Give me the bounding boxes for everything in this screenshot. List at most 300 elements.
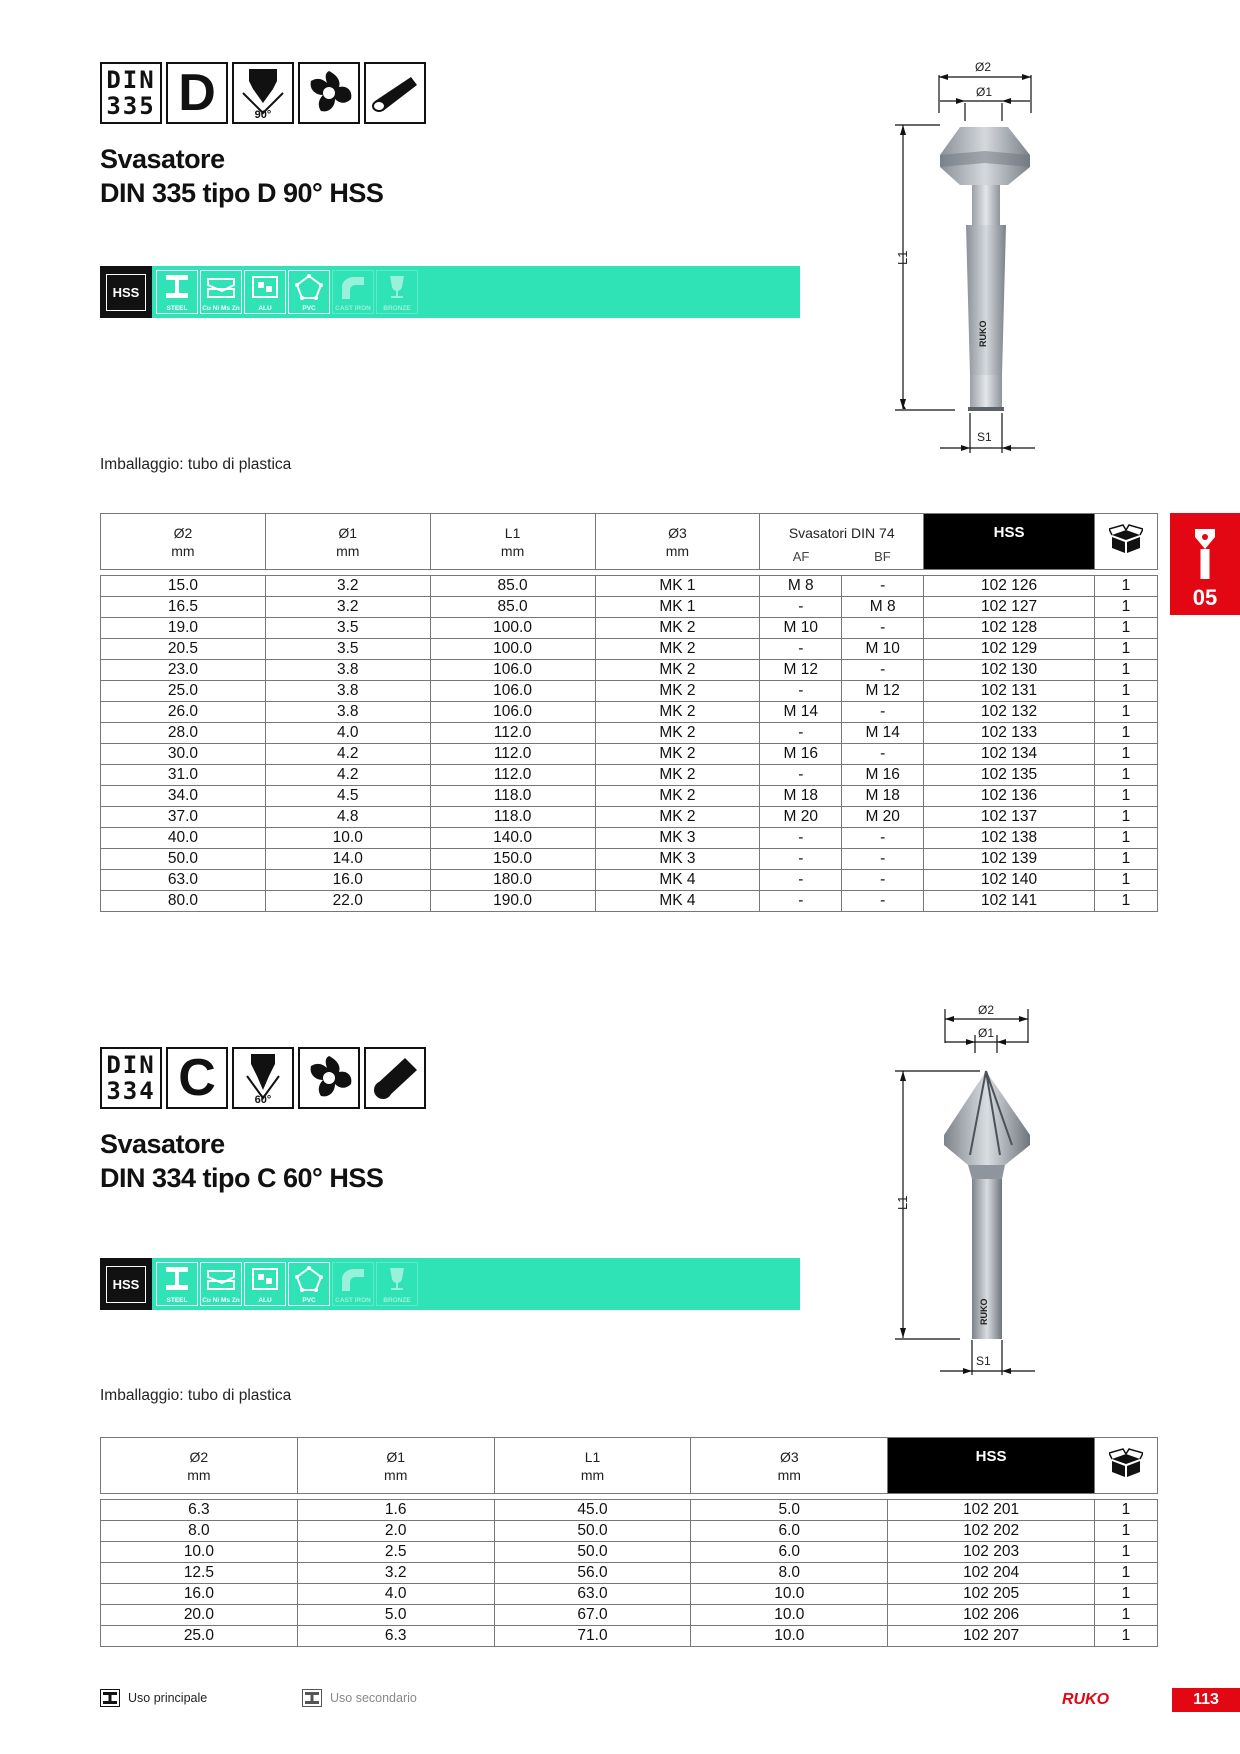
table-cell: 16.0	[265, 870, 430, 891]
table-cell: 100.0	[430, 639, 595, 660]
table-row	[101, 723, 1158, 744]
material-pvc	[288, 1262, 330, 1306]
col-header-l1: L1 mm	[494, 1438, 691, 1494]
material-label: Cu Ni Ms Zn	[202, 1297, 240, 1304]
table-cell: 4.8	[265, 807, 430, 828]
table-cell: 102 139	[924, 849, 1095, 870]
table-cell: -	[842, 576, 924, 597]
table-cell: 3.2	[265, 597, 430, 618]
table-cell: M 12	[842, 681, 924, 702]
table-cell: 10.0	[691, 1584, 888, 1605]
page-footer	[0, 1683, 1240, 1713]
table-cell: 1	[1094, 891, 1157, 912]
table-cell: 12.5	[101, 1563, 298, 1584]
table-cell: 80.0	[101, 891, 266, 912]
table-cell: -	[842, 660, 924, 681]
table-cell: 4.2	[265, 765, 430, 786]
col-header-package	[1094, 1438, 1157, 1494]
table-cell: 1	[1094, 681, 1157, 702]
table-cell: 102 133	[924, 723, 1095, 744]
table-cell: 102 140	[924, 870, 1095, 891]
dim-l1-label: L1	[895, 250, 910, 265]
tool-drawing-din335	[890, 55, 1050, 465]
angle-label: 90°	[254, 109, 272, 121]
material-alu	[244, 1262, 286, 1306]
table-cell: 67.0	[494, 1605, 691, 1626]
three-flute-icon	[298, 62, 360, 124]
table-cell: 112.0	[430, 723, 595, 744]
table-cell: MK 2	[595, 639, 760, 660]
title-line-2: DIN 334 tipo C 60° HSS	[100, 1163, 384, 1193]
table-cell: -	[842, 891, 924, 912]
table-cell: M 8	[842, 597, 924, 618]
col-header-hss: HSS	[888, 1438, 1095, 1494]
table-cell: 102 204	[888, 1563, 1095, 1584]
table-cell: -	[842, 870, 924, 891]
table-cell: 50.0	[494, 1521, 691, 1542]
steel-beam-icon	[162, 273, 192, 301]
tool-brand-label: RUKO	[978, 320, 988, 347]
material-suitability-bar	[100, 1258, 800, 1310]
table-cell: 63.0	[494, 1584, 691, 1605]
table-cell: 16.5	[101, 597, 266, 618]
legend-primary-use	[100, 1689, 207, 1707]
table-cell: 1	[1094, 1500, 1157, 1521]
table-cell: 50.0	[494, 1542, 691, 1563]
steel-beam-icon	[100, 1689, 120, 1707]
table-cell: -	[842, 702, 924, 723]
table-cell: MK 2	[595, 807, 760, 828]
table-row	[101, 1584, 1158, 1605]
table-cell: M 16	[842, 765, 924, 786]
material-label: PVC	[302, 1297, 316, 1304]
table-cell: -	[760, 723, 842, 744]
table-cell: M 18	[760, 786, 842, 807]
bronze-cup-icon	[382, 1265, 412, 1293]
table-row	[101, 765, 1158, 786]
table-row	[101, 891, 1158, 912]
table-cell: 102 138	[924, 828, 1095, 849]
table-row	[101, 681, 1158, 702]
steel-beam-icon	[302, 1689, 322, 1707]
table-row	[101, 870, 1158, 891]
table-row	[101, 1500, 1158, 1521]
tool-brand-label: RUKO	[979, 1298, 989, 1325]
table-cell: 1	[1094, 723, 1157, 744]
table-row	[101, 576, 1158, 597]
table-cell: 16.0	[101, 1584, 298, 1605]
table-cell: 34.0	[101, 786, 266, 807]
table-cell: 8.0	[101, 1521, 298, 1542]
table-cell: 102 206	[888, 1605, 1095, 1626]
table-row	[101, 660, 1158, 681]
table-cell: 71.0	[494, 1626, 691, 1647]
din-number: 334	[106, 1077, 156, 1105]
hss-badge	[100, 1258, 152, 1310]
table-cell: 1	[1094, 1584, 1157, 1605]
table-cell: 1	[1094, 639, 1157, 660]
table-cell: 102 130	[924, 660, 1095, 681]
title-line-2: DIN 335 tipo D 90° HSS	[100, 178, 384, 208]
table-cell: 14.0	[265, 849, 430, 870]
table-cell: 37.0	[101, 807, 266, 828]
table-cell: MK 1	[595, 597, 760, 618]
table-cell: 3.8	[265, 660, 430, 681]
table-cell: 106.0	[430, 660, 595, 681]
table-cell: 26.0	[101, 702, 266, 723]
col-header-bf: BF	[874, 549, 891, 564]
table-cell: MK 4	[595, 891, 760, 912]
table-row	[101, 618, 1158, 639]
pvc-icon	[294, 273, 324, 301]
countersink-angle-icon	[232, 62, 294, 124]
table-cell: 63.0	[101, 870, 266, 891]
table-cell: 1	[1094, 765, 1157, 786]
table-cell: 102 129	[924, 639, 1095, 660]
nonferrous-icon	[206, 1265, 236, 1293]
din-norm-badge	[100, 1047, 162, 1109]
material-label: ALU	[258, 1297, 272, 1304]
table-cell: M 14	[842, 723, 924, 744]
table-cell: 40.0	[101, 828, 266, 849]
table-cell: 6.0	[691, 1542, 888, 1563]
col-header-hss: HSS	[924, 514, 1095, 570]
table-cell: MK 2	[595, 786, 760, 807]
table-cell: M 14	[760, 702, 842, 723]
table-cell: 1	[1094, 1521, 1157, 1542]
hss-label: HSS	[106, 274, 147, 311]
table-cell: 85.0	[430, 597, 595, 618]
table-cell: MK 2	[595, 681, 760, 702]
material-cu-ni-ms-zn	[200, 1262, 242, 1306]
aluminium-profile-icon	[250, 1265, 280, 1293]
table-cell: 10.0	[265, 828, 430, 849]
table-cell: M 10	[842, 639, 924, 660]
table-cell: 3.2	[265, 576, 430, 597]
table-row	[101, 849, 1158, 870]
hss-label: HSS	[106, 1266, 147, 1303]
table-cell: 23.0	[101, 660, 266, 681]
table-cell: 100.0	[430, 618, 595, 639]
table-cell: 1	[1094, 807, 1157, 828]
table-row	[101, 702, 1158, 723]
material-label: CAST IRON	[335, 1297, 371, 1304]
spec-table-din335	[100, 513, 1158, 912]
table-cell: 19.0	[101, 618, 266, 639]
tool-drawing-din334	[890, 995, 1050, 1395]
dim-d1-label: Ø1	[976, 85, 993, 99]
col-header-din74: Svasatori DIN 74 AF BF	[760, 514, 924, 570]
material-bronze	[376, 270, 418, 314]
material-alu	[244, 270, 286, 314]
table-cell: 25.0	[101, 681, 266, 702]
table-cell: -	[760, 681, 842, 702]
nonferrous-icon	[206, 273, 236, 301]
table-cell: 3.5	[265, 618, 430, 639]
table-cell: -	[842, 618, 924, 639]
table-cell: 1	[1094, 1542, 1157, 1563]
table-cell: M 20	[842, 807, 924, 828]
table-cell: 102 135	[924, 765, 1095, 786]
table-cell: 5.0	[297, 1605, 494, 1626]
material-label: BRONZE	[383, 305, 411, 312]
spec-icon-row	[100, 1047, 426, 1109]
table-cell: 112.0	[430, 744, 595, 765]
table-cell: 190.0	[430, 891, 595, 912]
table-cell: -	[760, 891, 842, 912]
table-cell: 1	[1094, 1605, 1157, 1626]
table-cell: MK 3	[595, 849, 760, 870]
table-cell: 85.0	[430, 576, 595, 597]
type-letter: D	[178, 64, 216, 122]
table-cell: 102 202	[888, 1521, 1095, 1542]
three-flute-icon	[298, 1047, 360, 1109]
table-cell: -	[842, 849, 924, 870]
table-cell: 45.0	[494, 1500, 691, 1521]
table-cell: 3.8	[265, 702, 430, 723]
table-cell: 6.3	[297, 1626, 494, 1647]
table-cell: 102 141	[924, 891, 1095, 912]
material-label: ALU	[258, 305, 272, 312]
table-cell: -	[760, 765, 842, 786]
table-cell: 102 134	[924, 744, 1095, 765]
material-suitability-bar	[100, 266, 800, 318]
din-label: DIN	[106, 66, 156, 94]
table-cell: 6.3	[101, 1500, 298, 1521]
table-cell: 118.0	[430, 786, 595, 807]
dim-s1-label: S1	[977, 430, 992, 444]
table-cell: 3.5	[265, 639, 430, 660]
table-cell: MK 2	[595, 765, 760, 786]
table-cell: 1	[1094, 870, 1157, 891]
table-cell: 1	[1094, 786, 1157, 807]
material-label: Cu Ni Ms Zn	[202, 305, 240, 312]
col-header-af: AF	[792, 549, 810, 564]
pvc-icon	[294, 1265, 324, 1293]
material-label: BRONZE	[383, 1297, 411, 1304]
material-cu-ni-ms-zn	[200, 270, 242, 314]
table-cell: 102 127	[924, 597, 1095, 618]
primary-use-label: Uso principale	[128, 1691, 208, 1705]
col-header-d3: Ø3 mm	[595, 514, 760, 570]
cylindrical-shank-icon	[364, 1047, 426, 1109]
dim-d2-label: Ø2	[978, 1003, 995, 1017]
table-cell: 10.0	[101, 1542, 298, 1563]
table-cell: 3.8	[265, 681, 430, 702]
table-cell: 150.0	[430, 849, 595, 870]
dim-d1-label: Ø1	[978, 1026, 995, 1040]
table-cell: MK 3	[595, 828, 760, 849]
table-cell: 102 128	[924, 618, 1095, 639]
table-cell: 3.2	[297, 1563, 494, 1584]
table-row	[101, 807, 1158, 828]
col-header-d2: Ø2 mm	[101, 514, 266, 570]
table-row	[101, 744, 1158, 765]
table-cell: 180.0	[430, 870, 595, 891]
table-row	[101, 1626, 1158, 1647]
table-cell: 50.0	[101, 849, 266, 870]
table-cell: MK 2	[595, 702, 760, 723]
table-cell: 1	[1094, 828, 1157, 849]
table-cell: 1.6	[297, 1500, 494, 1521]
table-cell: 102 132	[924, 702, 1095, 723]
table-cell: 56.0	[494, 1563, 691, 1584]
material-label: PVC	[302, 305, 316, 312]
type-letter-badge	[166, 1047, 228, 1109]
type-letter-badge	[166, 62, 228, 124]
col-header-d2: Ø2 mm	[101, 1438, 298, 1494]
table-cell: 102 137	[924, 807, 1095, 828]
table-cell: 5.0	[691, 1500, 888, 1521]
spec-icon-row	[100, 62, 426, 124]
table-row	[101, 1542, 1158, 1563]
table-cell: 1	[1094, 597, 1157, 618]
table-cell: 1	[1094, 660, 1157, 681]
page-number: 113	[1172, 1688, 1240, 1712]
table-cell: M 8	[760, 576, 842, 597]
table-cell: 1	[1094, 1626, 1157, 1647]
table-cell: 6.0	[691, 1521, 888, 1542]
table-cell: 15.0	[101, 576, 266, 597]
table-cell: 102 136	[924, 786, 1095, 807]
spec-table-din334	[100, 1437, 1158, 1647]
material-cast-iron	[332, 270, 374, 314]
steel-beam-icon	[162, 1265, 192, 1293]
table-cell: -	[760, 870, 842, 891]
din-norm-badge	[100, 62, 162, 124]
legend-secondary-use	[302, 1689, 417, 1707]
table-row	[101, 639, 1158, 660]
dim-s1-label: S1	[976, 1354, 991, 1368]
table-cell: -	[760, 639, 842, 660]
table-cell: 10.0	[691, 1626, 888, 1647]
table-cell: -	[760, 597, 842, 618]
table-cell: M 16	[760, 744, 842, 765]
dim-l1-label: L1	[895, 1195, 910, 1210]
material-list	[156, 1262, 418, 1306]
chapter-number: 05	[1192, 585, 1218, 610]
table-cell: 118.0	[430, 807, 595, 828]
table-cell: 1	[1094, 744, 1157, 765]
countersink-angle-icon	[232, 1047, 294, 1109]
table-row	[101, 786, 1158, 807]
table-cell: MK 1	[595, 576, 760, 597]
morse-taper-shank-icon	[364, 62, 426, 124]
table-cell: 102 207	[888, 1626, 1095, 1647]
material-label: STEEL	[166, 305, 188, 312]
table-cell: 1	[1094, 1563, 1157, 1584]
table-cell: MK 2	[595, 618, 760, 639]
hss-badge	[100, 266, 152, 318]
table-cell: 20.5	[101, 639, 266, 660]
table-cell: 140.0	[430, 828, 595, 849]
secondary-use-label: Uso secondario	[330, 1691, 417, 1705]
table-row	[101, 1563, 1158, 1584]
type-letter: C	[178, 1049, 216, 1107]
cast-iron-pipe-icon	[338, 1265, 368, 1293]
table-cell: 106.0	[430, 681, 595, 702]
package-box-icon	[1109, 1448, 1143, 1478]
material-label: CAST IRON	[335, 305, 371, 312]
packaging-note: Imballaggio: tubo di plastica	[100, 456, 292, 473]
table-cell: 1	[1094, 849, 1157, 870]
bronze-cup-icon	[382, 273, 412, 301]
table-cell: 25.0	[101, 1626, 298, 1647]
table-cell: 102 201	[888, 1500, 1095, 1521]
product-title	[100, 142, 383, 210]
table-cell: 102 205	[888, 1584, 1095, 1605]
table-cell: 20.0	[101, 1605, 298, 1626]
table-cell: 102 203	[888, 1542, 1095, 1563]
table-cell: 112.0	[430, 765, 595, 786]
title-line-1: Svasatore	[100, 1129, 225, 1159]
material-bronze	[376, 1262, 418, 1306]
table-cell: 4.2	[265, 744, 430, 765]
table-cell: -	[842, 744, 924, 765]
table-cell: M 10	[760, 618, 842, 639]
table-cell: M 12	[760, 660, 842, 681]
table-cell: M 18	[842, 786, 924, 807]
table-cell: MK 4	[595, 870, 760, 891]
table-cell: MK 2	[595, 660, 760, 681]
table-cell: 2.5	[297, 1542, 494, 1563]
table-cell: 102 126	[924, 576, 1095, 597]
table-row	[101, 1605, 1158, 1626]
col-header-d3: Ø3 mm	[691, 1438, 888, 1494]
material-label: STEEL	[166, 1297, 188, 1304]
table-cell: 1	[1094, 576, 1157, 597]
table-cell: 102 131	[924, 681, 1095, 702]
material-cast-iron	[332, 1262, 374, 1306]
table-cell: 1	[1094, 702, 1157, 723]
table-cell: 4.5	[265, 786, 430, 807]
din-number: 335	[106, 92, 156, 120]
table-row	[101, 1521, 1158, 1542]
aluminium-profile-icon	[250, 273, 280, 301]
title-line-1: Svasatore	[100, 144, 225, 174]
dim-d2-label: Ø2	[975, 60, 992, 74]
col-header-d1: Ø1 mm	[297, 1438, 494, 1494]
table-cell: -	[760, 849, 842, 870]
table-cell: 31.0	[101, 765, 266, 786]
table-cell: 1	[1094, 618, 1157, 639]
material-pvc	[288, 270, 330, 314]
table-cell: 30.0	[101, 744, 266, 765]
cast-iron-pipe-icon	[338, 273, 368, 301]
material-steel	[156, 1262, 198, 1306]
table-cell: MK 2	[595, 723, 760, 744]
packaging-note: Imballaggio: tubo di plastica	[100, 1387, 292, 1404]
product-title	[100, 1127, 383, 1195]
brand-logo: RUKO	[1062, 1691, 1110, 1708]
table-cell: MK 2	[595, 744, 760, 765]
table-cell: -	[760, 828, 842, 849]
angle-label: 60°	[254, 1094, 272, 1106]
chapter-tab[interactable]	[1170, 513, 1240, 615]
table-cell: 8.0	[691, 1563, 888, 1584]
table-cell: 106.0	[430, 702, 595, 723]
package-box-icon	[1109, 524, 1143, 554]
table-cell: -	[842, 828, 924, 849]
table-row	[101, 828, 1158, 849]
table-cell: 2.0	[297, 1521, 494, 1542]
col-header-d1: Ø1 mm	[265, 514, 430, 570]
col-header-package	[1094, 514, 1157, 570]
table-cell: M 20	[760, 807, 842, 828]
table-cell: 28.0	[101, 723, 266, 744]
table-row	[101, 597, 1158, 618]
countersink-chapter-icon	[1192, 525, 1218, 581]
